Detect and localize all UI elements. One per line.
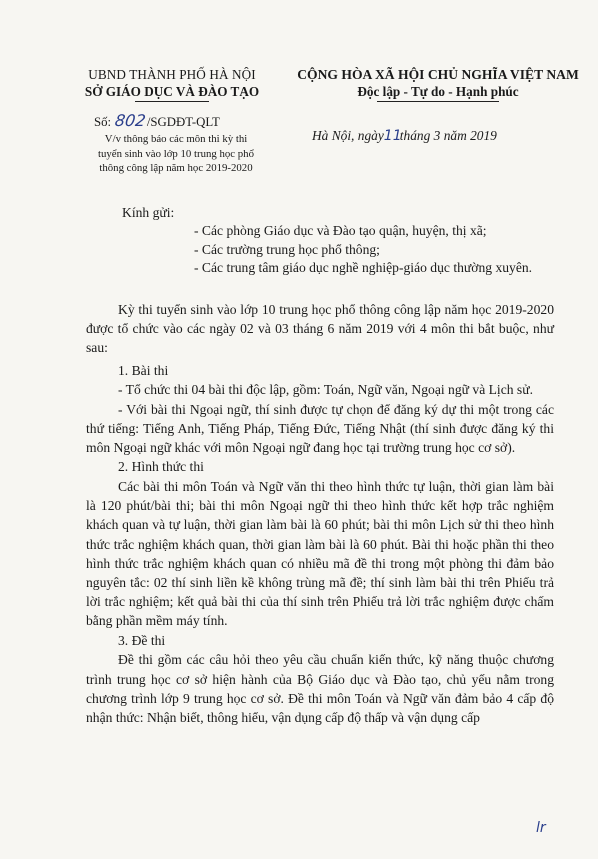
date-prefix: Hà Nội, ngày [312, 128, 384, 143]
issue-date [312, 128, 497, 144]
date-suffix: tháng 3 năm 2019 [399, 128, 497, 143]
authority-underline [135, 101, 209, 102]
recipient-item: - Các trung tâm giáo dục nghề nghiệp-giáo dục thường xuyên. [194, 260, 533, 275]
motto-underline [377, 101, 499, 102]
greeting: Kính gửi: [122, 205, 175, 220]
section-1-paragraph-1: - Tổ chức thi 04 bài thi độc lập, gồm: Toán, Ngữ văn, Ngoại ngữ và Lịch sử. [118, 382, 533, 398]
recipient-item: - Các phòng Giáo dục và Đào tạo quận, huyện, thị xã; [194, 223, 487, 238]
section-2-paragraph: Các bài thi môn Toán và Ngữ văn thi theo hình thức tự luận, thời gian làm bài là 120 phút/bài thi; bài thi môn Ngoại ngữ thi theo hình thức kết hợp trắc nghiệm khách quan và tự luận, thời gian làm bài là 60 phút; bài thi môn Lịch sử thi theo hình thức trắc nghiệm khách quan, thời gian làm bài là 60 phút. Bài thi hoặc phần thi theo hình thức trắc nghiệm khách quan có nhiều mã đề thi trong một phòng thi đảm bảo nguyên tắc: 02 thí sinh liền kề không trùng mã đề; thí sinh làm bài thi trên Phiếu trả lời trắc nghiệm; kết quả bài thi của thí sinh trên Phiếu trả lời trắc nghiệm được chấm bằng phần mềm máy tính. [86, 479, 554, 629]
recipient-list [194, 222, 532, 278]
authority-parent: UBND THÀNH PHỐ HÀ NỘI [88, 67, 256, 82]
country-name: CỘNG HÒA XÃ HỘI CHỦ NGHĨA VIỆT NAM [297, 67, 579, 82]
recipient-item: - Các trường trung học phổ thông; [194, 241, 380, 257]
subject-line-1: V/v thông báo các môn thi kỳ thi [104, 133, 248, 145]
section-3-title: 3. Đề thi [118, 632, 166, 648]
section-3-paragraph: Đề thi gồm các câu hỏi theo yêu cầu chuẩn kiến thức, kỹ năng thuộc chương trình trung học cơ sở hiện hành của Bộ Giáo dục và Đào tạo, chủ yếu nằm trong chương trình lớp 9 trung học cơ sở. Đề thi môn Toán và Ngữ văn đảm bảo 4 cấp độ nhận thức: Nhận biết, thông hiểu, vận dụng cấp độ thấp và vận dụng cấp [86, 652, 554, 726]
motto: Độc lập - Tự do - Hạnh phúc [357, 84, 519, 99]
authority-name: SỞ GIÁO DỤC VÀ ĐÀO TẠO [84, 84, 260, 99]
subject-line-3: thông công lập năm học 2019-2020 [99, 162, 253, 174]
document-body [86, 300, 554, 727]
subject-line [66, 132, 286, 176]
date-day-handwritten: 11 [383, 128, 402, 144]
section-1-paragraph-2: - Với bài thi Ngoại ngữ, thí sinh được tự chọn để đăng ký dự thi một trong các thứ tiếng: Tiếng Anh, Tiếng Pháp, Tiếng Đức, Tiếng Nhật (thí sinh được đăng ký thi môn Ngoại ngữ khác với môn Ngoại ngữ đang học tại trường trung học cơ sở). [86, 401, 554, 456]
section-2-title: 2. Hình thức thi [118, 459, 204, 475]
document-number [94, 111, 220, 130]
doc-number-handwritten: 802 [113, 111, 148, 130]
intro-paragraph: Kỳ thi tuyển sinh vào lớp 10 trung học phổ thông công lập năm học 2019-2020 được tổ chức vào các ngày 02 và 03 tháng 6 năm 2019 với 4 môn thi bắt buộc, như sau: [86, 302, 554, 356]
handwritten-initials: lr [536, 820, 546, 836]
doc-number-prefix: Số: [94, 115, 112, 129]
issuing-authority [72, 66, 272, 102]
section-1-title: 1. Bài thi [118, 362, 169, 378]
subject-line-2: tuyển sinh vào lớp 10 trung học phổ [98, 147, 254, 160]
national-motto [288, 66, 588, 102]
doc-number-suffix: /SGDĐT-QLT [146, 115, 220, 129]
